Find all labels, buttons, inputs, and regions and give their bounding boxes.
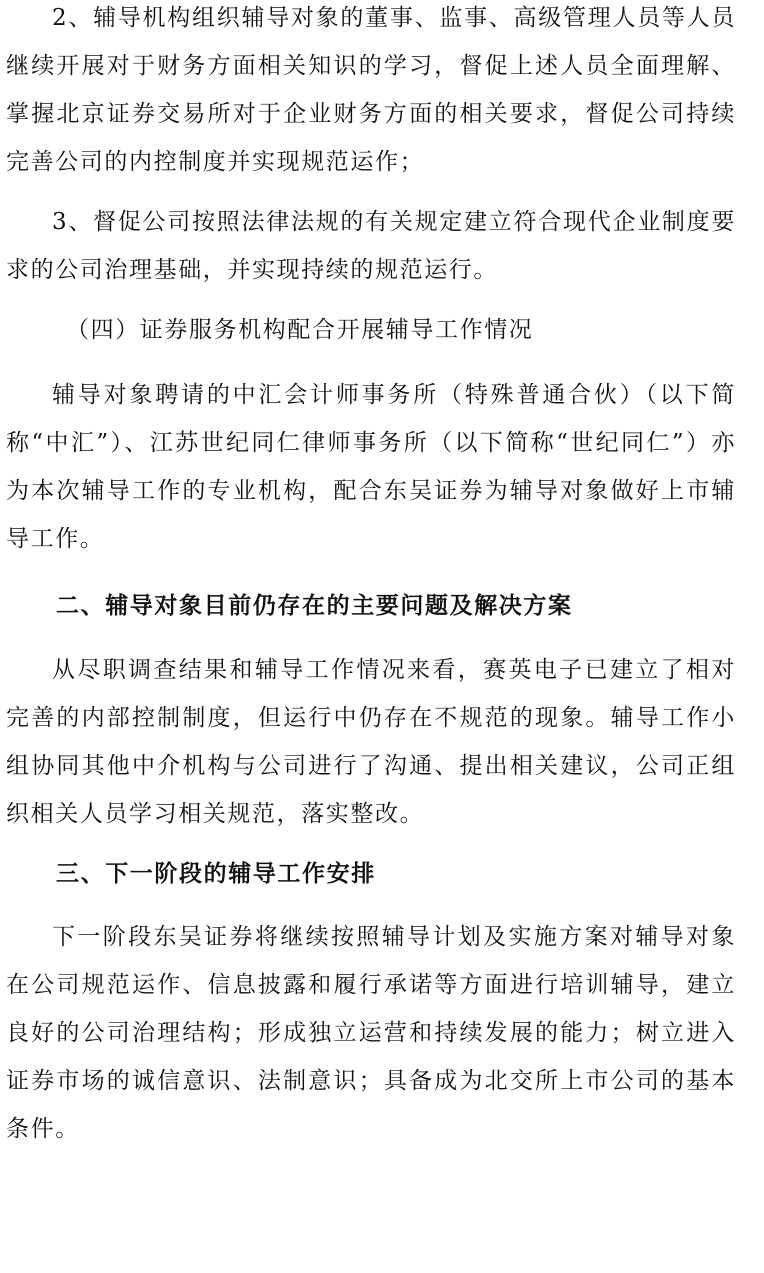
paragraph-item-3: 3、督促公司按照法律法规的有关规定建立符合现代企业制度要求的公司治理基础，并实现持续的规范运行。 (6, 209, 736, 283)
paragraph-service-institutions: 辅导对象聘请的中汇会计师事务所（特殊普通合伙）（以下简称“中汇”）、江苏世纪同仁律师事务所（以下简称“世纪同仁”）亦为本次辅导工作的专业机构，配合东吴证券为辅导对象做好上市辅导工作。 (6, 382, 736, 552)
section-heading-2: 二、辅导对象目前仍存在的主要问题及解决方案 (56, 593, 573, 619)
paragraph-item-2: 2、辅导机构组织辅导对象的董事、监事、高级管理人员等人员继续开展对于财务方面相关知识的学习，督促上述人员全面理解、掌握北京证券交易所对于企业财务方面的相关要求，督促公司持续完善公司的内控制度并实现规范运作； (6, 5, 736, 175)
section-subheading-4: （四）证券服务机构配合开展辅导工作情况 (66, 317, 534, 343)
section-heading-3: 三、下一阶段的辅导工作安排 (56, 861, 376, 887)
paragraph-next-stage: 下一阶段东吴证券将继续按照辅导计划及实施方案对辅导对象在公司规范运作、信息披露和履行承诺等方面进行培训辅导，建立良好的公司治理结构；形成独立运营和持续发展的能力；树立进入证券市场的诚信意识、法制意识；具备成为北交所上市公司的基本条件。 (6, 924, 736, 1142)
paragraph-main-issues: 从尽职调查结果和辅导工作情况来看，赛英电子已建立了相对完善的内部控制制度，但运行中仍存在不规范的现象。辅导工作小组协同其他中介机构与公司进行了沟通、提出相关建议，公司正组织相关人员学习相关规范，落实整改。 (6, 657, 736, 827)
